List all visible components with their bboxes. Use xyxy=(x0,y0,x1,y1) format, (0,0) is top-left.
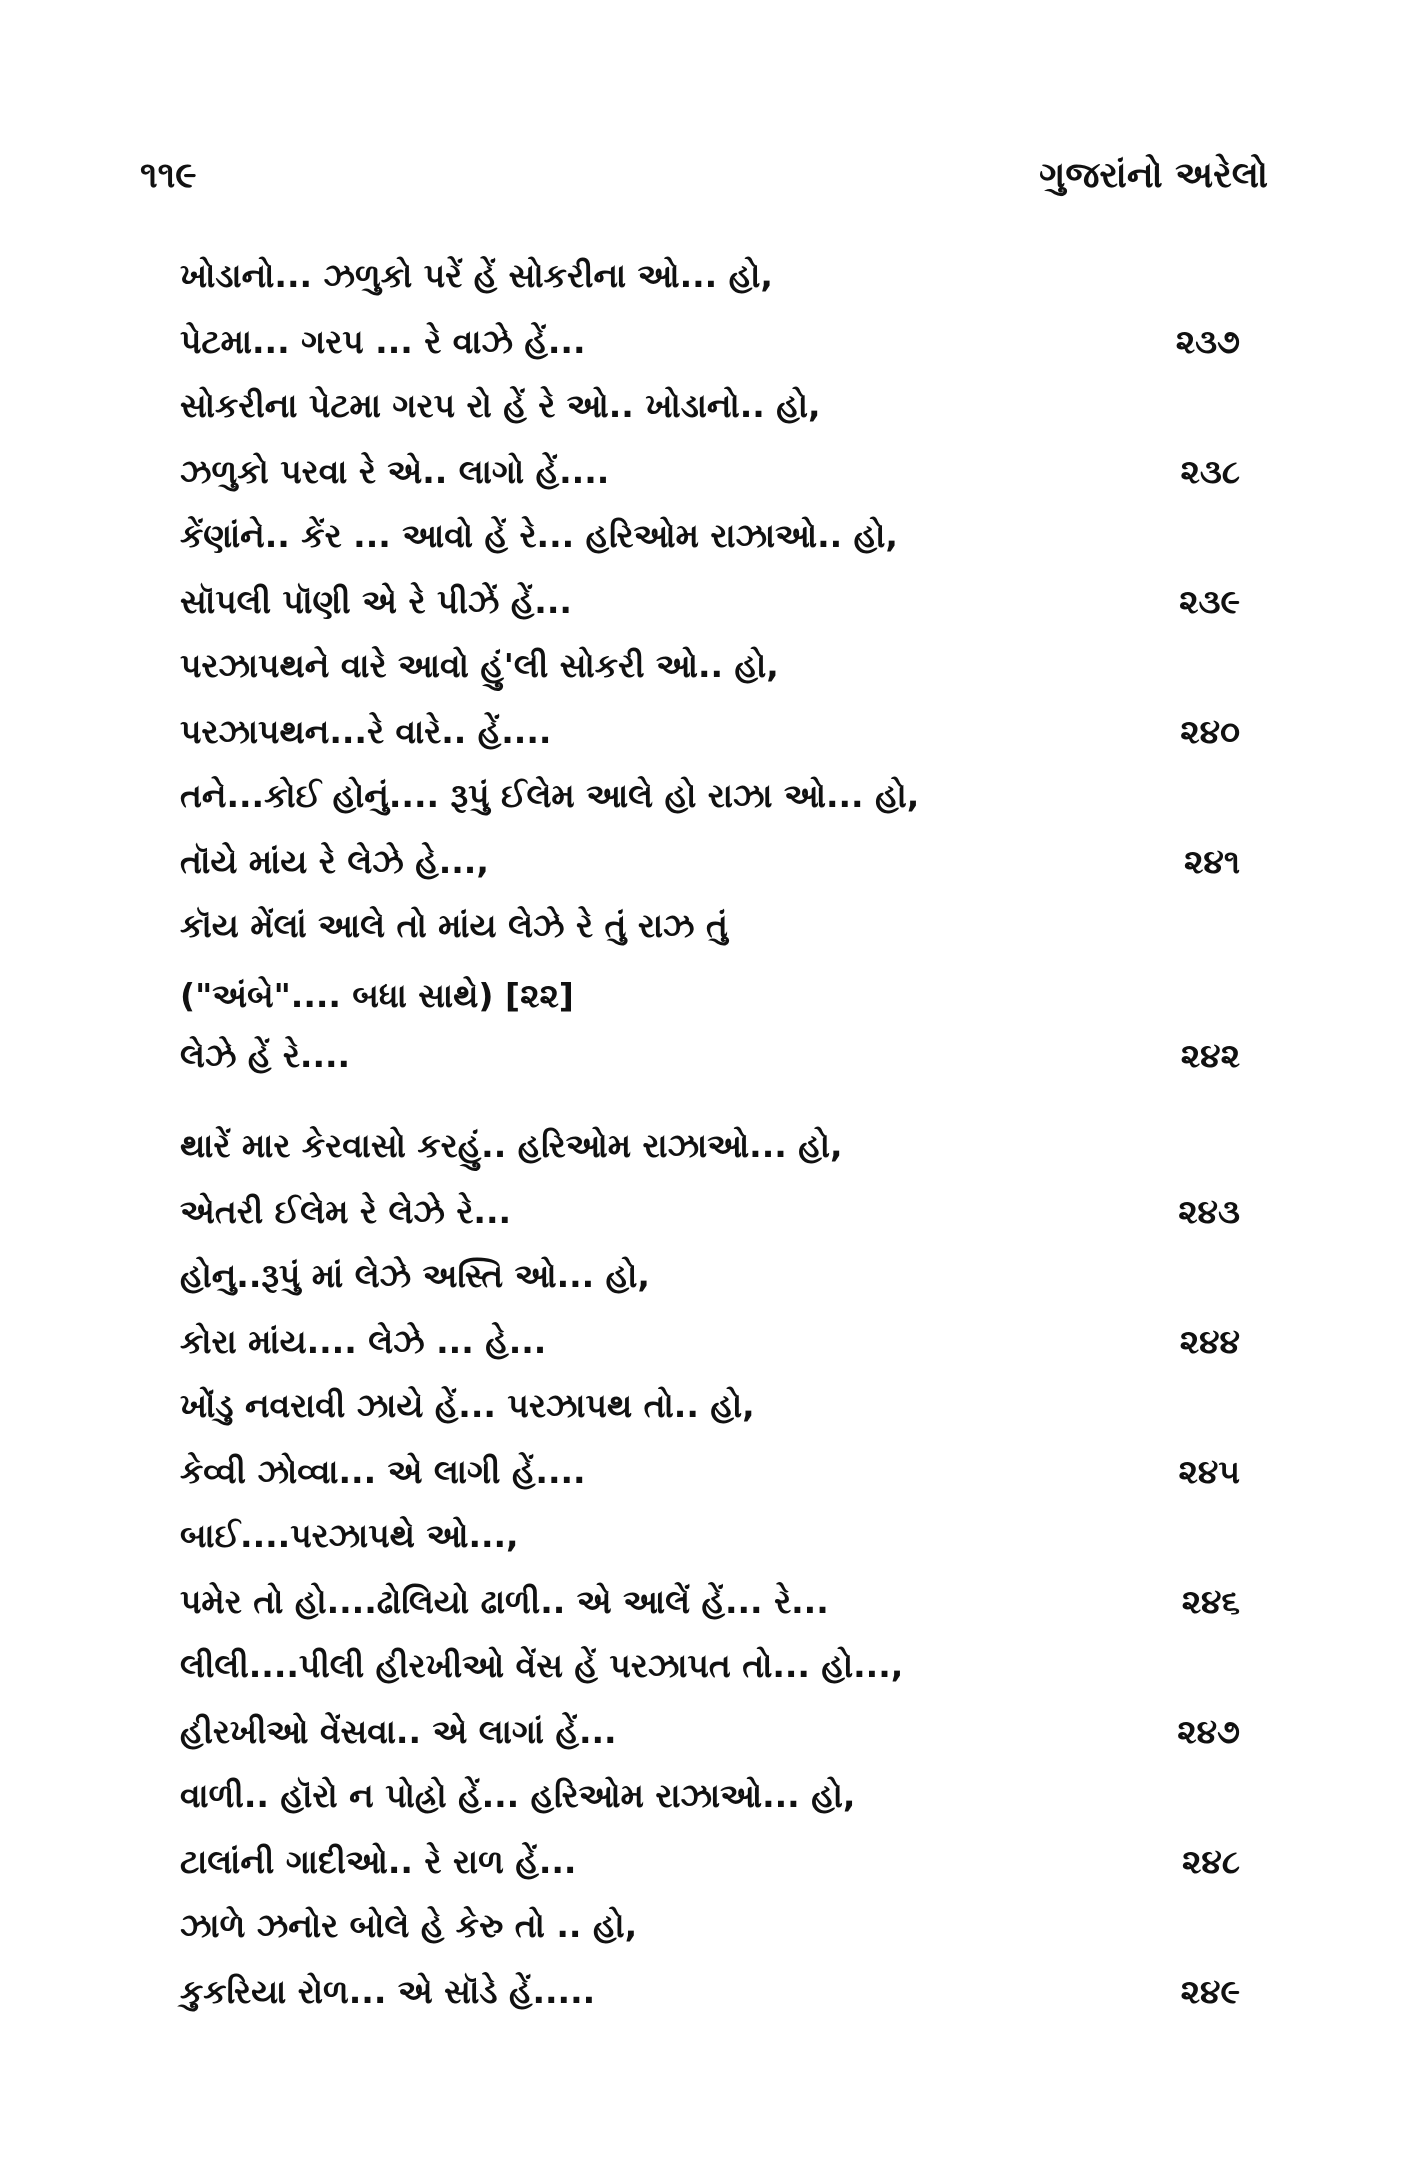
verse-line-text: કૉય મેંલાં આલે તો માંય લેઝે રે તું રાઝ તું xyxy=(180,906,728,945)
stanza xyxy=(180,1633,1240,1765)
stanza xyxy=(180,633,1240,765)
verse-line xyxy=(180,1179,1240,1245)
verse-line-text: ખોંડુ નવરાવી ઝાયે હેં... પરઝાપથ તો.. હો, xyxy=(180,1386,755,1425)
verse-line-text: થારેં માર કેરવાસો કરહું.. હરિઓમ રાઝાઓ... હો, xyxy=(180,1126,843,1165)
verse-line-text: સૉપલી પૉણી એ રે પીઝેં હેં... xyxy=(180,582,572,621)
stanza xyxy=(180,963,1240,1029)
verse-number: ૨૪૧ xyxy=(1183,842,1240,881)
verse-number: ૨૪૯ xyxy=(1180,1972,1240,2011)
running-title: ગુજરાંનો અરેલો xyxy=(1039,155,1268,196)
verse-line xyxy=(180,633,1240,699)
verse-number: ૨૪૫ xyxy=(1178,1452,1240,1491)
verse-line xyxy=(180,1893,1240,1959)
verse-line xyxy=(180,503,1240,569)
verse-line-text: સોકરીના પેટમા ગરપ રો હેં રે ઓ.. ખોડાનો.. હો, xyxy=(180,386,821,425)
stanza xyxy=(180,1763,1240,1895)
verse-line-text: બાઈ....પરઝાપથે ઓ..., xyxy=(180,1516,519,1555)
verse-line xyxy=(180,1569,1240,1635)
verse-line-text: ઝાળે ઝનોર બોલે હે કેરુ તો .. હો, xyxy=(180,1906,638,1945)
verse-line-text: તને...કોઈ હોનું.... રૂપું ઈલેમ આલે હો રાઝા ઓ... હો, xyxy=(180,776,920,815)
verse-line xyxy=(180,1243,1240,1309)
stanza xyxy=(180,1373,1240,1505)
verse-line-text: પમેર તો હો....ઢોલિયો ઢાળી.. એ આલેં હેં... રે... xyxy=(180,1582,829,1621)
verse-line-text: તૉયે માંય રે લેઝે હે..., xyxy=(180,842,489,881)
verse-line xyxy=(180,1763,1240,1829)
stanza xyxy=(180,1243,1240,1375)
verse-line xyxy=(180,1503,1240,1569)
verse-line xyxy=(180,1959,1240,2025)
verse-line xyxy=(180,1113,1240,1179)
verse-number: ૨૪૮ xyxy=(1182,1842,1240,1881)
verse-line-text: ખોડાનો... ઝળુકો પરેં હેં સોકરીના ઓ... હો, xyxy=(180,256,773,295)
verse-line-text: પરઝાપથને વારે આવો હું'લી સોકરી ઓ.. હો, xyxy=(180,646,779,685)
verse-line-text: વાળી.. હૉરો ન પોહ્રો હેં... હરિઓમ રાઝાઓ... હો, xyxy=(180,1776,856,1815)
verse-line xyxy=(180,1439,1240,1505)
verse-line-text: ટાલાંની ગાદીઓ.. રે રાળ હેં... xyxy=(180,1842,577,1881)
verse-line xyxy=(180,1023,1240,1089)
stanza xyxy=(180,763,1240,895)
verse-line xyxy=(180,699,1240,765)
verse-line xyxy=(180,439,1240,505)
stanza xyxy=(180,503,1240,635)
stanza xyxy=(180,1503,1240,1635)
stanza xyxy=(180,1893,1240,2025)
stanza xyxy=(180,893,1240,959)
verse-line-text: કુકરિયા રોળ... એ સૉડે હેં..... xyxy=(180,1972,596,2011)
verse-line xyxy=(180,963,1240,1029)
verse-line xyxy=(180,373,1240,439)
verse-number: ૨૪૨ xyxy=(1180,1036,1240,1075)
verse-line xyxy=(180,1373,1240,1439)
verse-line xyxy=(180,829,1240,895)
stanza xyxy=(180,1023,1240,1089)
verse-number: ૨૪૪ xyxy=(1179,1322,1240,1361)
verse-line xyxy=(180,1309,1240,1375)
verse-line xyxy=(180,1699,1240,1765)
verse-number: ૨૪૭ xyxy=(1177,1712,1240,1751)
verse-line-text: પરઝાપથન...રે વારે.. હેં.... xyxy=(180,712,552,751)
stanza xyxy=(180,243,1240,375)
verse-number: ૨૪૬ xyxy=(1181,1582,1240,1621)
verse-line-text: કોરા માંય.... લેઝે ... હે... xyxy=(180,1322,547,1361)
verse-number: ૨૩૯ xyxy=(1179,582,1240,621)
verse-line-text: ઝળુકો પરવા રે એ.. લાગો હેં.... xyxy=(180,452,610,491)
stanza xyxy=(180,1113,1240,1245)
verse-line-text: લેઝે હેં રે.... xyxy=(180,1036,351,1075)
page-header xyxy=(0,155,1413,215)
verse-line xyxy=(180,893,1240,959)
verse-line-text: એતરી ઈલેમ રે લેઝે રે... xyxy=(180,1192,512,1231)
verse-number: ૨૪૦ xyxy=(1180,712,1240,751)
verse-line xyxy=(180,243,1240,309)
verse-line xyxy=(180,309,1240,375)
verse-line-text: પેટમા... ગરપ ... રે વાઝે હેં... xyxy=(180,322,586,361)
verse-number: ૨૩૭ xyxy=(1175,322,1240,361)
verse-line xyxy=(180,1829,1240,1895)
stanza xyxy=(180,373,1240,505)
verse-line xyxy=(180,763,1240,829)
verse-line-text: કેંણાંને.. કેંર ... આવો હેં રે... હરિઓમ રાઝાઓ.. હો, xyxy=(180,516,898,555)
verse-line xyxy=(180,1633,1240,1699)
verse-line-text: હોનુ..રૂપું માં લેઝે અસ્તિ ઓ... હો, xyxy=(180,1256,650,1295)
verse-line xyxy=(180,569,1240,635)
verse-line-text: હીરખીઓ વેંસવા.. એ લાગાં હેં... xyxy=(180,1712,617,1751)
verse-number: ૨૩૮ xyxy=(1180,452,1240,491)
verse-line-text: ("અંબે".... બધા સાથે) [૨૨] xyxy=(180,976,574,1015)
page-number: ૧૧૯ xyxy=(140,155,197,196)
verse-number: ૨૪૩ xyxy=(1178,1192,1240,1231)
verse-line-text: લીલી....પીલી હીરખીઓ વેંસ હેં પરઝાપત તો... હો..., xyxy=(180,1646,904,1685)
verse-line-text: કેવ્વી ઝોવ્વા... એ લાગી હેં.... xyxy=(180,1452,586,1491)
